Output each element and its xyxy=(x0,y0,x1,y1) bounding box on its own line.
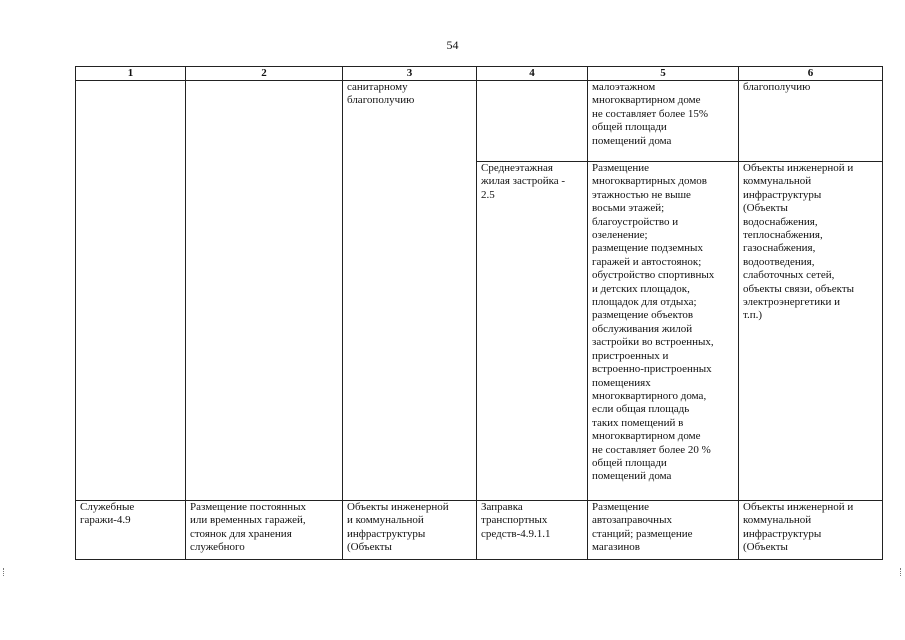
cell-text-line: общей площади xyxy=(592,121,667,134)
table-cell xyxy=(588,501,739,560)
cell-text-line: 2.5 xyxy=(481,188,495,201)
cell-text-line: Заправка xyxy=(481,501,523,513)
cell-text-line: Размещение постоянных xyxy=(190,501,307,513)
cell-text-line: инфраструктуры xyxy=(743,188,822,201)
cell-text-line: стоянок для хранения xyxy=(190,527,292,540)
cell-text-line: встроенно-пристроенных xyxy=(592,363,712,376)
cell-text-line: помещений дома xyxy=(592,134,672,147)
column-header: 2 xyxy=(186,67,343,81)
cell-text-line: обустройство спортивных xyxy=(592,269,715,282)
cell-text-line: или временных гаражей, xyxy=(190,514,306,527)
regulations-table xyxy=(75,66,883,560)
cell-text-line: электроэнергетики и xyxy=(743,296,840,309)
table-cell xyxy=(76,501,186,560)
cell-text-line: магазинов xyxy=(592,541,640,554)
table-cell xyxy=(739,81,883,162)
cell-text-line: восьми этажей; xyxy=(592,202,665,215)
cell-text-line: слаботочных сетей, xyxy=(743,269,835,282)
cell-text-line: Объекты инженерной xyxy=(347,501,449,513)
column-header: 6 xyxy=(739,67,883,81)
cell-text-line: не составляет более 20 % xyxy=(592,443,711,456)
cell-text-line: размещение объектов xyxy=(592,309,694,322)
table-cell xyxy=(477,162,588,501)
cell-text-line: транспортных xyxy=(481,514,548,527)
cell-text-line: общей площади xyxy=(592,456,667,469)
cell-text-line: Объекты инженерной и xyxy=(743,162,854,174)
table-cell xyxy=(739,501,883,560)
table-cell xyxy=(186,162,343,501)
cell-text-line: не составляет более 15% xyxy=(592,107,709,120)
table-cell xyxy=(477,501,588,560)
column-header: 3 xyxy=(343,67,477,81)
cell-text-line: газоснабжения, xyxy=(743,242,816,255)
table-cell xyxy=(739,162,883,501)
table-cell xyxy=(343,81,477,162)
cell-text-line: автозаправочных xyxy=(592,514,672,527)
cell-text-line: застройки во встроенных, xyxy=(592,336,714,349)
cell-text-line: площадок для отдыха; xyxy=(592,296,697,309)
cell-text-line: Среднеэтажная xyxy=(481,162,553,174)
cell-text-line: благополучию xyxy=(347,94,415,107)
cell-text-line: многоквартирном доме xyxy=(592,94,701,107)
column-header: 4 xyxy=(477,67,588,81)
table-cell xyxy=(186,501,343,560)
table-row xyxy=(76,501,883,560)
cell-text-line: Служебные xyxy=(80,501,135,513)
column-header: 1 xyxy=(76,67,186,81)
cell-text-line: инфраструктуры xyxy=(743,527,822,540)
cell-text-line: средств-4.9.1.1 xyxy=(481,527,551,540)
cell-text-line: озеленение; xyxy=(592,229,648,242)
table-cell xyxy=(186,81,343,162)
cell-text-line: если общая площадь xyxy=(592,403,690,416)
cell-text-line: (Объекты xyxy=(743,202,788,215)
cell-text-line: водоотведения, xyxy=(743,255,815,268)
cell-text-line: станций; размещение xyxy=(592,527,693,540)
table-cell xyxy=(588,162,739,501)
table-cell xyxy=(477,81,588,162)
cell-text-line: многоквартирного дома, xyxy=(592,389,707,402)
cell-text-line: и коммунальной xyxy=(347,514,424,527)
cell-text-line: помещениях xyxy=(592,376,651,389)
page-edge-mark xyxy=(3,568,5,576)
header-row xyxy=(76,67,883,81)
table-cell xyxy=(76,162,186,501)
cell-text-line: объекты связи, объекты xyxy=(743,282,855,295)
cell-text-line: многоквартирном доме xyxy=(592,430,701,443)
cell-text-line: (Объекты xyxy=(743,541,788,554)
cell-text-line: (Объекты xyxy=(347,541,392,554)
cell-text-line: размещение подземных xyxy=(592,242,703,255)
cell-text-line: Объекты инженерной и xyxy=(743,501,854,513)
page-number: 54 xyxy=(446,38,459,52)
cell-text-line: санитарному xyxy=(347,81,408,93)
cell-text-line: малоэтажном xyxy=(592,81,656,93)
table-cell xyxy=(588,81,739,162)
cell-text-line: водоснабжения, xyxy=(743,215,818,228)
cell-text-line: служебного xyxy=(190,541,245,554)
cell-text-line: благополучию xyxy=(743,81,811,93)
cell-text-line: этажностью не выше xyxy=(592,188,691,201)
table-cell xyxy=(343,162,477,501)
cell-text-line: благоустройство и xyxy=(592,215,679,228)
cell-text-line: помещений дома xyxy=(592,470,672,483)
table-row xyxy=(76,81,883,162)
column-header: 5 xyxy=(588,67,739,81)
table-cell xyxy=(76,81,186,162)
cell-text-line: жилая застройка - xyxy=(481,175,566,188)
cell-text-line: коммунальной xyxy=(743,175,812,188)
table-row xyxy=(76,162,883,501)
cell-text-line: инфраструктуры xyxy=(347,527,426,540)
cell-text-line: гаражи-4.9 xyxy=(80,514,131,527)
cell-text-line: многоквартирных домов xyxy=(592,175,707,188)
page-edge-mark xyxy=(900,568,902,576)
cell-text-line: таких помещений в xyxy=(592,416,684,429)
cell-text-line: коммунальной xyxy=(743,514,812,527)
cell-text-line: Размещение xyxy=(592,162,650,174)
cell-text-line: т.п.) xyxy=(743,309,763,322)
cell-text-line: пристроенных и xyxy=(592,349,669,362)
cell-text-line: обслуживания жилой xyxy=(592,322,693,335)
table-cell xyxy=(343,501,477,560)
cell-text-line: теплоснабжения, xyxy=(743,229,823,242)
cell-text-line: гаражей и автостоянок; xyxy=(592,255,702,268)
cell-text-line: Размещение xyxy=(592,501,650,513)
cell-text-line: и детских площадок, xyxy=(592,282,690,295)
